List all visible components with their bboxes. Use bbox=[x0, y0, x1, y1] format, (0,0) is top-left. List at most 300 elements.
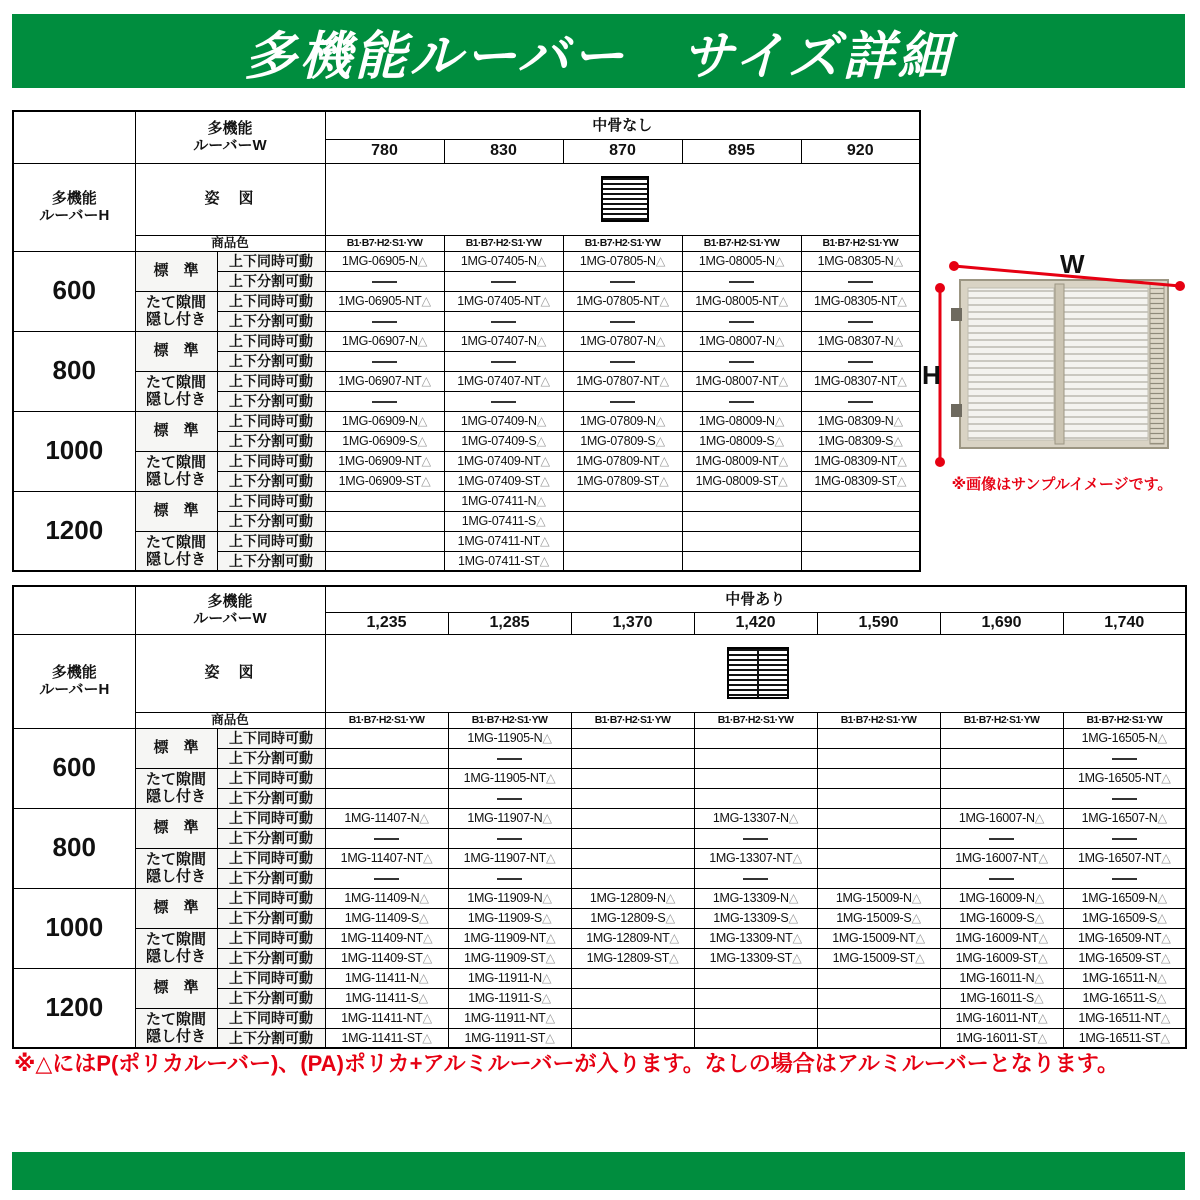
triangle-suffix: △ bbox=[422, 850, 433, 865]
dash-cell bbox=[325, 868, 448, 888]
type-hidden-cell: たて隙間 隠し付き bbox=[135, 291, 217, 331]
move-sync-cell: 上下同時可動 bbox=[217, 808, 325, 828]
product-code-cell: 1MG-16011-ST△ bbox=[940, 1028, 1063, 1048]
product-code-cell: 1MG-15009-ST△ bbox=[817, 948, 940, 968]
triangle-suffix: △ bbox=[774, 333, 785, 348]
product-code-cell: 1MG-15009-S△ bbox=[817, 908, 940, 928]
triangle-suffix: △ bbox=[1157, 970, 1167, 985]
empty-cell bbox=[694, 788, 817, 808]
dash-cell bbox=[801, 351, 920, 371]
empty-cell bbox=[325, 788, 448, 808]
hinge-block bbox=[951, 308, 962, 321]
product-code-cell: 1MG-08009-ST△ bbox=[682, 471, 801, 491]
product-code-cell: 1MG-08305-N△ bbox=[801, 251, 920, 271]
product-code-cell: 1MG-16011-N△ bbox=[940, 968, 1063, 988]
spec-table-with-midrib-container bbox=[12, 585, 1187, 1049]
dash-cell bbox=[940, 828, 1063, 848]
dash-placeholder bbox=[729, 281, 754, 283]
product-code-cell: 1MG-11409-S△ bbox=[325, 908, 448, 928]
empty-cell bbox=[571, 808, 694, 828]
product-code-cell: 1MG-07411-ST△ bbox=[444, 551, 563, 571]
sample-caption: ※画像はサンプルイメージです。 bbox=[951, 476, 1173, 493]
empty-cell bbox=[563, 551, 682, 571]
triangle-suffix: △ bbox=[655, 413, 666, 428]
color-value-cell: B1·B7·H2·S1·YW bbox=[682, 235, 801, 251]
dash-placeholder bbox=[729, 321, 754, 323]
product-code-cell: 1MG-13307-N△ bbox=[694, 808, 817, 828]
empty-cell bbox=[571, 1008, 694, 1028]
triangle-suffix: △ bbox=[774, 413, 785, 428]
dash-placeholder bbox=[729, 361, 754, 363]
w-header-cell: 多機能 ルーバーW bbox=[135, 111, 325, 163]
product-code-cell: 1MG-08005-NT△ bbox=[682, 291, 801, 311]
empty-cell bbox=[325, 748, 448, 768]
dash-cell bbox=[325, 351, 444, 371]
triangle-suffix: △ bbox=[896, 473, 907, 488]
move-split-cell: 上下分割可動 bbox=[217, 551, 325, 571]
height-header-cell: 1200 bbox=[13, 968, 135, 1048]
triangle-suffix: △ bbox=[792, 850, 802, 865]
dash-placeholder bbox=[743, 878, 768, 880]
product-code-cell: 1MG-15009-N△ bbox=[817, 888, 940, 908]
product-code-cell: 1MG-07805-N△ bbox=[563, 251, 682, 271]
empty-cell bbox=[817, 1008, 940, 1028]
dash-cell bbox=[940, 868, 1063, 888]
type-standard-cell: 標 準 bbox=[135, 331, 217, 371]
type-hidden-cell: たて隙間 隠し付き bbox=[135, 928, 217, 968]
move-sync-cell: 上下同時可動 bbox=[217, 1008, 325, 1028]
dash-cell bbox=[563, 351, 682, 371]
triangle-suffix: △ bbox=[539, 553, 549, 568]
triangle-suffix: △ bbox=[792, 950, 802, 965]
triangle-suffix: △ bbox=[417, 333, 428, 348]
product-code-cell: 1MG-11411-S△ bbox=[325, 988, 448, 1008]
product-code-cell: 1MG-13309-NT△ bbox=[694, 928, 817, 948]
product-code-cell: 1MG-12809-S△ bbox=[571, 908, 694, 928]
product-code-cell: 1MG-13309-S△ bbox=[694, 908, 817, 928]
triangle-suffix: △ bbox=[893, 433, 903, 448]
dash-cell bbox=[325, 828, 448, 848]
move-sync-cell: 上下同時可動 bbox=[217, 968, 325, 988]
triangle-suffix: △ bbox=[897, 373, 907, 388]
product-code-cell: 1MG-08309-N△ bbox=[801, 411, 920, 431]
product-code-cell: 1MG-12809-NT△ bbox=[571, 928, 694, 948]
product-code-cell: 1MG-11411-N△ bbox=[325, 968, 448, 988]
empty-cell bbox=[571, 788, 694, 808]
product-code-cell: 1MG-13309-N△ bbox=[694, 888, 817, 908]
empty-cell bbox=[571, 868, 694, 888]
dash-placeholder bbox=[989, 838, 1014, 840]
product-code-cell: 1MG-16509-N△ bbox=[1063, 888, 1186, 908]
product-code-cell: 1MG-16009-N△ bbox=[940, 888, 1063, 908]
product-code-cell: 1MG-11407-NT△ bbox=[325, 848, 448, 868]
type-standard-cell: 標 準 bbox=[135, 251, 217, 291]
triangle-suffix: △ bbox=[1160, 1010, 1171, 1025]
width-header-cell: 1,690 bbox=[940, 612, 1063, 634]
triangle-suffix: △ bbox=[418, 970, 429, 985]
triangle-suffix: △ bbox=[1161, 850, 1171, 865]
empty-cell bbox=[325, 728, 448, 748]
dash-placeholder bbox=[497, 758, 522, 760]
product-code-cell: 1MG-08009-S△ bbox=[682, 431, 801, 451]
triangle-suffix: △ bbox=[419, 890, 429, 905]
product-code-cell: 1MG-07409-N△ bbox=[444, 411, 563, 431]
empty-cell bbox=[571, 768, 694, 788]
product-code-cell: 1MG-08309-S△ bbox=[801, 431, 920, 451]
dash-cell bbox=[694, 868, 817, 888]
dash-placeholder bbox=[491, 361, 516, 363]
empty-cell bbox=[682, 491, 801, 511]
empty-cell bbox=[694, 1008, 817, 1028]
triangle-suffix: △ bbox=[1157, 890, 1167, 905]
product-code-cell: 1MG-08309-NT△ bbox=[801, 451, 920, 471]
move-sync-cell: 上下同時可動 bbox=[217, 331, 325, 351]
color-value-cell: B1·B7·H2·S1·YW bbox=[801, 235, 920, 251]
triangle-suffix: △ bbox=[421, 473, 431, 488]
triangle-suffix: △ bbox=[545, 850, 556, 865]
type-standard-cell: 標 準 bbox=[135, 411, 217, 451]
product-code-cell: 1MG-06909-N△ bbox=[325, 411, 444, 431]
dash-cell bbox=[325, 271, 444, 291]
triangle-suffix: △ bbox=[1161, 930, 1171, 945]
empty-cell bbox=[694, 768, 817, 788]
color-value-cell: B1·B7·H2·S1·YW bbox=[694, 712, 817, 728]
product-code-cell: 1MG-07405-NT△ bbox=[444, 291, 563, 311]
color-value-cell: B1·B7·H2·S1·YW bbox=[448, 712, 571, 728]
color-value-cell: B1·B7·H2·S1·YW bbox=[325, 712, 448, 728]
product-code-cell: 1MG-11407-N△ bbox=[325, 808, 448, 828]
color-value-cell: B1·B7·H2·S1·YW bbox=[571, 712, 694, 728]
empty-cell bbox=[571, 748, 694, 768]
figure-label-cell: 姿 図 bbox=[135, 634, 325, 712]
louver-figure-icon bbox=[601, 176, 649, 222]
triangle-suffix: △ bbox=[535, 513, 546, 528]
color-value-cell: B1·B7·H2·S1·YW bbox=[940, 712, 1063, 728]
dash-placeholder bbox=[497, 878, 522, 880]
product-code-cell: 1MG-11411-NT△ bbox=[325, 1008, 448, 1028]
product-code-cell: 1MG-16011-S△ bbox=[940, 988, 1063, 1008]
triangle-suffix: △ bbox=[1156, 990, 1167, 1005]
product-code-cell: 1MG-16009-S△ bbox=[940, 908, 1063, 928]
triangle-suffix: △ bbox=[665, 890, 676, 905]
dash-placeholder bbox=[848, 321, 873, 323]
corner-cell bbox=[13, 586, 135, 634]
product-code-cell: 1MG-11409-NT△ bbox=[325, 928, 448, 948]
dash-cell bbox=[448, 788, 571, 808]
triangle-suffix: △ bbox=[659, 293, 669, 308]
triangle-suffix: △ bbox=[418, 910, 429, 925]
product-code-cell: 1MG-11905-NT△ bbox=[448, 768, 571, 788]
move-split-cell: 上下分割可動 bbox=[217, 391, 325, 411]
product-code-cell: 1MG-16509-NT△ bbox=[1063, 928, 1186, 948]
product-code-cell: 1MG-11905-N△ bbox=[448, 728, 571, 748]
triangle-suffix: △ bbox=[1033, 990, 1044, 1005]
width-header-cell: 1,285 bbox=[448, 612, 571, 634]
triangle-suffix: △ bbox=[788, 890, 799, 905]
product-code-cell: 1MG-16007-NT△ bbox=[940, 848, 1063, 868]
louver-figure-icon bbox=[727, 647, 789, 699]
move-split-cell: 上下分割可動 bbox=[217, 511, 325, 531]
dash-placeholder bbox=[610, 401, 635, 403]
dash-cell bbox=[801, 311, 920, 331]
type-hidden-cell: たて隙間 隠し付き bbox=[135, 451, 217, 491]
triangle-suffix: △ bbox=[655, 433, 665, 448]
triangle-suffix: △ bbox=[1038, 850, 1048, 865]
move-sync-cell: 上下同時可動 bbox=[217, 411, 325, 431]
h-header-cell: 多機能 ルーバーH bbox=[13, 163, 135, 251]
move-split-cell: 上下分割可動 bbox=[217, 311, 325, 331]
triangle-suffix: △ bbox=[778, 373, 788, 388]
triangle-suffix: △ bbox=[669, 950, 679, 965]
product-code-cell: 1MG-16509-ST△ bbox=[1063, 948, 1186, 968]
triangle-suffix: △ bbox=[421, 373, 431, 388]
product-code-cell: 1MG-16009-ST△ bbox=[940, 948, 1063, 968]
empty-cell bbox=[817, 808, 940, 828]
empty-cell bbox=[682, 511, 801, 531]
dash-cell bbox=[444, 351, 563, 371]
empty-cell bbox=[563, 531, 682, 551]
move-sync-cell: 上下同時可動 bbox=[217, 928, 325, 948]
spec-table-no-midrib-container bbox=[12, 110, 921, 572]
dash-placeholder bbox=[610, 281, 635, 283]
product-code-cell: 1MG-16007-N△ bbox=[940, 808, 1063, 828]
w-header-cell: 多機能 ルーバーW bbox=[135, 586, 325, 634]
triangle-suffix: △ bbox=[422, 1030, 432, 1045]
product-code-cell: 1MG-06907-N△ bbox=[325, 331, 444, 351]
move-split-cell: 上下分割可動 bbox=[217, 748, 325, 768]
product-code-cell: 1MG-07407-NT△ bbox=[444, 371, 563, 391]
h-header-cell: 多機能 ルーバーH bbox=[13, 634, 135, 728]
product-code-cell: 1MG-06909-NT△ bbox=[325, 451, 444, 471]
product-code-cell: 1MG-16505-N△ bbox=[1063, 728, 1186, 748]
triangle-suffix: △ bbox=[541, 990, 551, 1005]
dash-placeholder bbox=[989, 878, 1014, 880]
product-code-cell: 1MG-07411-NT△ bbox=[444, 531, 563, 551]
move-split-cell: 上下分割可動 bbox=[217, 828, 325, 848]
dash-cell bbox=[325, 311, 444, 331]
product-code-cell: 1MG-11909-ST△ bbox=[448, 948, 571, 968]
product-code-cell: 1MG-07809-NT△ bbox=[563, 451, 682, 471]
move-split-cell: 上下分割可動 bbox=[217, 271, 325, 291]
color-label-cell: 商品色 bbox=[135, 235, 325, 251]
move-split-cell: 上下分割可動 bbox=[217, 908, 325, 928]
empty-cell bbox=[325, 491, 444, 511]
product-code-cell: 1MG-11409-N△ bbox=[325, 888, 448, 908]
product-code-cell: 1MG-11411-ST△ bbox=[325, 1028, 448, 1048]
triangle-suffix: △ bbox=[665, 910, 675, 925]
product-code-cell: 1MG-11911-NT△ bbox=[448, 1008, 571, 1028]
corner-cell bbox=[13, 111, 135, 163]
triangle-suffix: △ bbox=[1038, 930, 1048, 945]
color-label-cell: 商品色 bbox=[135, 712, 325, 728]
triangle-suffix: △ bbox=[419, 810, 429, 825]
dash-cell bbox=[1063, 748, 1186, 768]
dash-cell bbox=[444, 311, 563, 331]
dash-placeholder bbox=[1112, 798, 1137, 800]
product-code-cell: 1MG-06909-S△ bbox=[325, 431, 444, 451]
dash-cell bbox=[563, 391, 682, 411]
move-split-cell: 上下分割可動 bbox=[217, 988, 325, 1008]
empty-cell bbox=[817, 988, 940, 1008]
product-code-cell: 1MG-11909-S△ bbox=[448, 908, 571, 928]
height-header-cell: 1000 bbox=[13, 411, 135, 491]
width-header-cell: 1,420 bbox=[694, 612, 817, 634]
triangle-suffix: △ bbox=[422, 950, 432, 965]
empty-cell bbox=[817, 828, 940, 848]
spec-table-no-midrib bbox=[12, 110, 921, 572]
height-header-cell: 800 bbox=[13, 331, 135, 411]
product-code-cell: 1MG-07411-S△ bbox=[444, 511, 563, 531]
dash-cell bbox=[325, 391, 444, 411]
product-code-cell: 1MG-06907-NT△ bbox=[325, 371, 444, 391]
product-code-cell: 1MG-08009-N△ bbox=[682, 411, 801, 431]
empty-cell bbox=[563, 491, 682, 511]
move-sync-cell: 上下同時可動 bbox=[217, 728, 325, 748]
empty-cell bbox=[694, 728, 817, 748]
dash-cell bbox=[448, 828, 571, 848]
triangle-suffix: △ bbox=[911, 890, 922, 905]
triangle-suffix: △ bbox=[545, 1010, 555, 1025]
triangle-suffix: △ bbox=[915, 930, 925, 945]
height-header-cell: 1000 bbox=[13, 888, 135, 968]
dash-placeholder bbox=[372, 281, 397, 283]
triangle-suffix: △ bbox=[541, 910, 552, 925]
triangle-suffix: △ bbox=[1160, 1030, 1170, 1045]
dash-placeholder bbox=[743, 838, 768, 840]
product-code-cell: 1MG-16011-NT△ bbox=[940, 1008, 1063, 1028]
footer-bar bbox=[12, 1152, 1185, 1190]
empty-cell bbox=[682, 531, 801, 551]
triangle-suffix: △ bbox=[655, 333, 666, 348]
empty-cell bbox=[325, 531, 444, 551]
empty-cell bbox=[940, 728, 1063, 748]
dash-placeholder bbox=[491, 401, 516, 403]
triangle-suffix: △ bbox=[542, 890, 552, 905]
dash-cell bbox=[682, 311, 801, 331]
width-header-cell: 920 bbox=[801, 139, 920, 163]
empty-cell bbox=[817, 848, 940, 868]
move-sync-cell: 上下同時可動 bbox=[217, 451, 325, 471]
empty-cell bbox=[801, 551, 920, 571]
dash-placeholder bbox=[372, 321, 397, 323]
product-code-cell: 1MG-08305-NT△ bbox=[801, 291, 920, 311]
dash-placeholder bbox=[497, 838, 522, 840]
product-code-cell: 1MG-16009-NT△ bbox=[940, 928, 1063, 948]
empty-cell bbox=[940, 768, 1063, 788]
type-standard-cell: 標 準 bbox=[135, 808, 217, 848]
product-code-cell: 1MG-13307-NT△ bbox=[694, 848, 817, 868]
triangle-suffix: △ bbox=[545, 950, 555, 965]
triangle-suffix: △ bbox=[1157, 730, 1167, 745]
move-split-cell: 上下分割可動 bbox=[217, 788, 325, 808]
product-code-cell: 1MG-08309-ST△ bbox=[801, 471, 920, 491]
product-code-cell: 1MG-07807-N△ bbox=[563, 331, 682, 351]
triangle-suffix: △ bbox=[788, 810, 799, 825]
triangle-suffix: △ bbox=[1034, 970, 1044, 985]
empty-cell bbox=[563, 511, 682, 531]
dash-placeholder bbox=[374, 838, 399, 840]
type-standard-cell: 標 準 bbox=[135, 888, 217, 928]
color-value-cell: B1·B7·H2·S1·YW bbox=[563, 235, 682, 251]
product-code-cell: 1MG-11409-ST△ bbox=[325, 948, 448, 968]
product-code-cell: 1MG-07809-N△ bbox=[563, 411, 682, 431]
triangle-suffix: △ bbox=[893, 333, 903, 348]
triangle-suffix: △ bbox=[778, 473, 788, 488]
triangle-suffix: △ bbox=[893, 413, 903, 428]
move-split-cell: 上下分割可動 bbox=[217, 948, 325, 968]
triangle-suffix: △ bbox=[545, 770, 556, 785]
triangle-suffix: △ bbox=[417, 413, 428, 428]
product-code-cell: 1MG-16509-S△ bbox=[1063, 908, 1186, 928]
triangle-suffix: △ bbox=[545, 930, 556, 945]
triangle-suffix: △ bbox=[788, 910, 798, 925]
color-value-cell: B1·B7·H2·S1·YW bbox=[817, 712, 940, 728]
empty-cell bbox=[801, 531, 920, 551]
product-code-cell: 1MG-07411-N△ bbox=[444, 491, 563, 511]
height-header-cell: 800 bbox=[13, 808, 135, 888]
product-code-cell: 1MG-08007-NT△ bbox=[682, 371, 801, 391]
triangle-suffix: △ bbox=[911, 910, 921, 925]
product-code-cell: 1MG-13309-ST△ bbox=[694, 948, 817, 968]
header-bar bbox=[12, 14, 1185, 88]
triangle-suffix: △ bbox=[536, 333, 547, 348]
triangle-suffix: △ bbox=[542, 730, 552, 745]
triangle-suffix: △ bbox=[541, 970, 552, 985]
triangle-suffix: △ bbox=[422, 930, 433, 945]
product-code-cell: 1MG-16511-S△ bbox=[1063, 988, 1186, 1008]
triangle-suffix: △ bbox=[774, 253, 785, 268]
triangle-suffix: △ bbox=[418, 990, 428, 1005]
sample-image bbox=[922, 246, 1194, 496]
dash-placeholder bbox=[372, 361, 397, 363]
product-code-cell: 1MG-12809-N△ bbox=[571, 888, 694, 908]
triangle-suffix: △ bbox=[1157, 810, 1167, 825]
figure-area-cell bbox=[325, 634, 1186, 712]
empty-cell bbox=[571, 988, 694, 1008]
empty-cell bbox=[940, 748, 1063, 768]
product-code-cell: 1MG-16511-ST△ bbox=[1063, 1028, 1186, 1048]
move-split-cell: 上下分割可動 bbox=[217, 471, 325, 491]
triangle-suffix: △ bbox=[421, 293, 431, 308]
triangle-suffix: △ bbox=[536, 253, 547, 268]
dash-cell bbox=[801, 391, 920, 411]
product-code-cell: 1MG-15009-NT△ bbox=[817, 928, 940, 948]
triangle-suffix: △ bbox=[421, 453, 431, 468]
w-dimension-label: W bbox=[1060, 249, 1085, 279]
triangle-suffix: △ bbox=[659, 453, 669, 468]
h-dimension-label: H bbox=[922, 360, 941, 390]
triangle-suffix: △ bbox=[540, 373, 550, 388]
empty-cell bbox=[325, 511, 444, 531]
triangle-suffix: △ bbox=[897, 453, 907, 468]
move-sync-cell: 上下同時可動 bbox=[217, 848, 325, 868]
triangle-suffix: △ bbox=[539, 533, 550, 548]
move-split-cell: 上下分割可動 bbox=[217, 1028, 325, 1048]
triangle-suffix: △ bbox=[545, 1030, 555, 1045]
dash-cell bbox=[448, 748, 571, 768]
type-hidden-cell: たて隙間 隠し付き bbox=[135, 848, 217, 888]
triangle-suffix: △ bbox=[655, 253, 666, 268]
dash-placeholder bbox=[491, 281, 516, 283]
product-code-cell: 1MG-07805-NT△ bbox=[563, 291, 682, 311]
triangle-suffix: △ bbox=[1034, 890, 1045, 905]
product-code-cell: 1MG-07809-ST△ bbox=[563, 471, 682, 491]
empty-cell bbox=[694, 988, 817, 1008]
color-value-cell: B1·B7·H2·S1·YW bbox=[444, 235, 563, 251]
empty-cell bbox=[694, 748, 817, 768]
width-header-cell: 1,235 bbox=[325, 612, 448, 634]
dash-placeholder bbox=[848, 281, 873, 283]
